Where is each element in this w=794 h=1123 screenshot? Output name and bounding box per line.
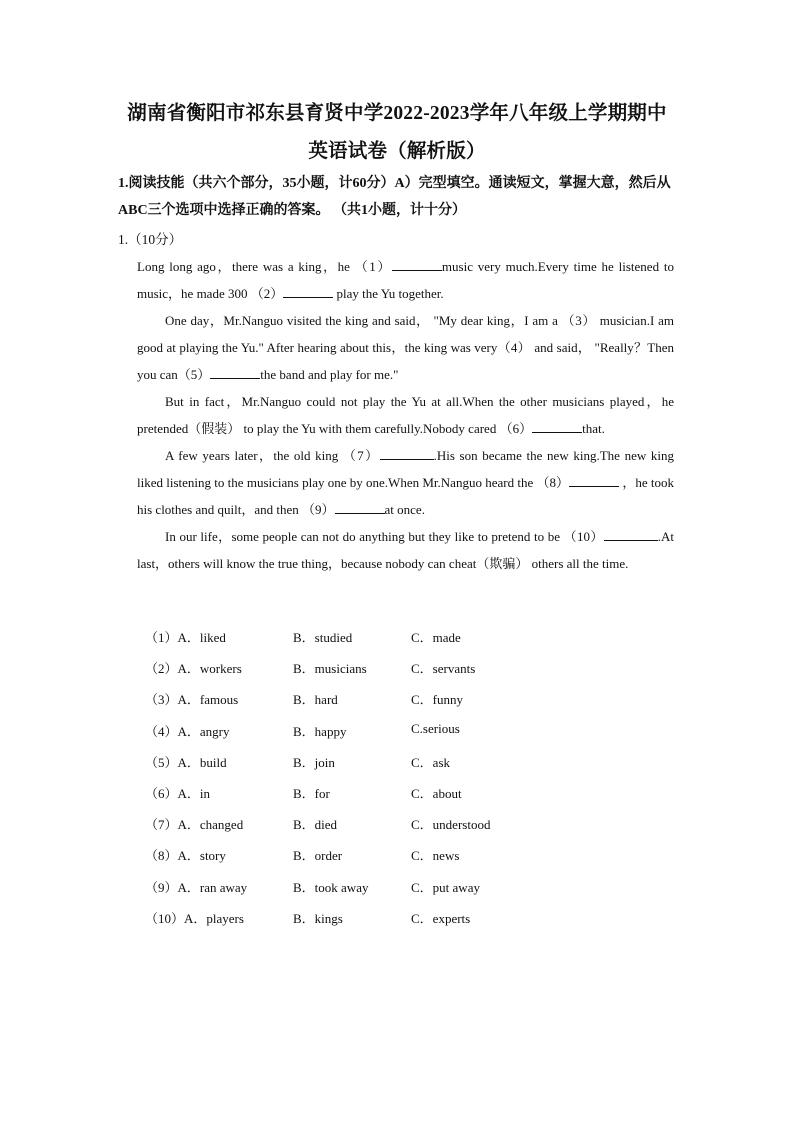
passage-paragraph-4 xyxy=(137,442,674,523)
option-a: （1）A．liked xyxy=(145,630,226,645)
passage-paragraph-3 xyxy=(137,388,674,442)
blank-10 xyxy=(604,526,658,541)
option-b: B．join xyxy=(293,754,335,770)
blank-1 xyxy=(392,256,442,271)
passage-text: One day，Mr.Nanguo visited the king and said， "My dear king，I am a （3） musician.I am good at playing the Yu." After hearing about this，the king was very（4） and said， "Really？Then you can（5） xyxy=(137,313,674,382)
option-row xyxy=(145,627,705,658)
blank-2 xyxy=(283,283,333,298)
option-b: B．order xyxy=(293,848,343,864)
cloze-passage xyxy=(137,253,674,577)
option-a: （2）A．workers xyxy=(145,661,242,677)
option-b: B．kings xyxy=(293,910,343,926)
option-c: C．servants xyxy=(411,661,476,677)
option-a: （6）A．in xyxy=(145,785,211,801)
blank-9 xyxy=(335,499,385,514)
option-row xyxy=(145,908,705,939)
passage-text: that. xyxy=(582,421,605,436)
option-row xyxy=(145,814,705,845)
option-a: （9）A．ran away xyxy=(145,879,248,895)
passage-text: ，he took his clothes and quilt，and then （9） xyxy=(137,475,674,517)
option-a: （5）A．build xyxy=(145,754,227,770)
option-b: B．died xyxy=(293,817,338,833)
answer-options xyxy=(145,627,705,939)
passage-text: In our life，some people can not do anything but they like to pretend to be （10） xyxy=(165,529,604,544)
document-title-line1: 湖南省衡阳市祁东县育贤中学2022-2023学年八年级上学期期中 xyxy=(127,103,667,124)
passage-text: at once. xyxy=(384,502,425,517)
option-c: C．about xyxy=(411,785,462,801)
option-c: C．ask xyxy=(411,754,451,770)
passage-text: But in fact，Mr.Nanguo could not play the Yu at all.When the other musicians played，he pretended（假装） to play the Yu with them carefully.Nobody cared （6） xyxy=(137,394,674,436)
option-c: C.serious xyxy=(411,720,460,736)
section-heading: 1.阅读技能（共六个部分，35小题，计60分）A）完型填空。通读短文，掌握大意，然后从ABC三个选项中选择正确的答案。 （共1小题，计十分） xyxy=(118,176,671,218)
option-row xyxy=(145,783,705,814)
option-a: （3）A．famous xyxy=(145,692,239,708)
document-title-line2: 英语试卷（解析版） xyxy=(308,141,486,162)
question-number: 1.（10分） xyxy=(118,232,183,247)
option-b: B．happy xyxy=(293,723,347,739)
option-c: C．funny xyxy=(411,692,464,708)
option-row xyxy=(145,689,705,720)
option-c: C．experts xyxy=(411,910,471,926)
blank-5 xyxy=(210,364,260,379)
option-b: B．musicians xyxy=(293,661,367,677)
option-row xyxy=(145,752,705,783)
option-b: B．hard xyxy=(293,692,338,708)
option-row xyxy=(145,721,705,752)
option-c: C．put away xyxy=(411,879,480,895)
option-a: （8）A．story xyxy=(145,848,226,864)
passage-paragraph-1 xyxy=(137,253,674,307)
option-c: C．news xyxy=(411,848,460,864)
option-b: B．for xyxy=(293,785,330,801)
blank-6 xyxy=(532,418,582,433)
passage-text: A few years later，the old king （7） xyxy=(165,448,380,463)
option-row xyxy=(145,845,705,876)
option-a: （7）A．changed xyxy=(145,817,244,833)
passage-text: play the Yu together. xyxy=(333,286,444,301)
passage-text: .At last，others will know the true thing，because nobody can cheat（欺骗） others all the time. xyxy=(137,529,674,571)
option-b: B．studied xyxy=(293,630,353,645)
passage-text: Long long ago，there was a king，he （1） xyxy=(137,259,392,274)
passage-paragraph-2 xyxy=(137,307,674,388)
option-a: （4）A．angry xyxy=(145,723,230,739)
option-row xyxy=(145,658,705,689)
option-a: （10）A．players xyxy=(145,910,244,926)
blank-7 xyxy=(380,445,434,460)
option-c: C．made xyxy=(411,630,461,645)
blank-8 xyxy=(569,472,619,487)
option-row xyxy=(145,877,705,908)
option-b: B．took away xyxy=(293,879,369,895)
passage-text: .His son became the new king.The new king liked listening to the musicians play one by one.When Mr.Nanguo heard the （8） xyxy=(137,448,674,490)
option-c: C．understood xyxy=(411,817,491,833)
passage-paragraph-5 xyxy=(137,523,674,577)
passage-text: music very much.Every time he listened to music，he made 300 （2） xyxy=(137,259,674,301)
passage-text: the band and play for me." xyxy=(260,367,399,382)
